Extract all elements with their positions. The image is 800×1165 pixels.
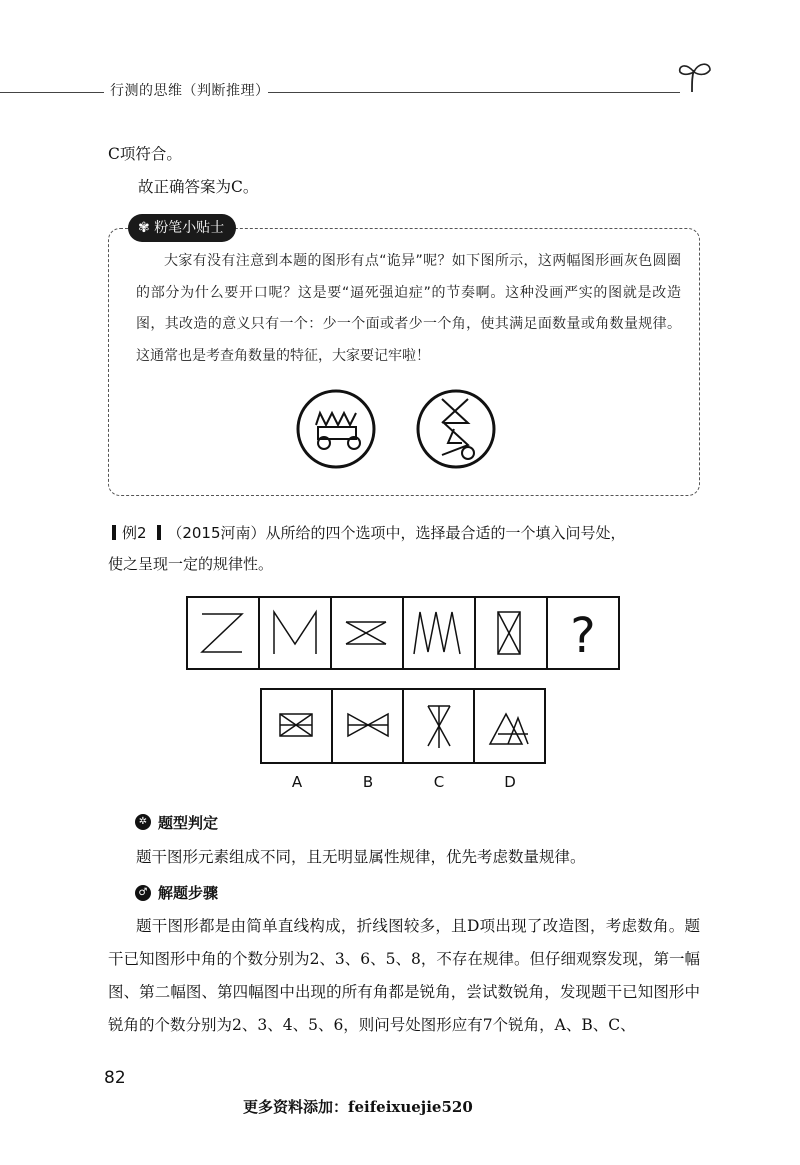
options-figure-strip xyxy=(260,688,546,764)
section-type-text: 题干图形元素组成不同，且无明显属性规律，优先考虑数量规律。 xyxy=(136,848,586,866)
figure-circle-hourglass xyxy=(418,391,494,467)
running-header-title: 行测的思维（判断推理） xyxy=(110,83,270,99)
intro-line-1: C项符合。 xyxy=(108,145,182,163)
section-steps-title: 解题步骤 xyxy=(158,884,219,902)
option-label-c: C xyxy=(433,773,445,791)
sprout-icon: ✾ xyxy=(138,220,150,236)
tip-paragraph: 大家有没有注意到本题的图形有点“诡异”呢？如下图所示，这两幅图形画灰色圆圈的部分为什么要开口呢？这是要“逼死强迫症”的节奏啊。这种没画严实的图就是改造图，其改造的意义只有一个：少一个面或者少一个角，使其满足面数量或角数量规律。这通常也是考查角数量的特征，大家要记牢啦！ xyxy=(136,253,681,364)
example-question-part1: 从所给的四个选项中，选择最合适的一个填入问号处， xyxy=(265,524,626,542)
header-rule-right xyxy=(268,92,680,93)
steps-icon: ♂ xyxy=(135,885,151,901)
section-steps-text: 题干图形都是由简单直线构成，折线图较多，且D项出现了改造图，考虑数角。题干已知图形中角的个数分别为2、3、6、5、8，不存在规律。但仔细观察发现，第一幅图、第二幅图、第四幅图中出现的所有角都是锐角，尝试数锐角，发现题干已知图形中锐角的个数分别为2、3、4、5、6，则问号处图形应有7个锐角，A、B、C、 xyxy=(108,917,700,1034)
gear-icon: ✲ xyxy=(135,814,151,830)
sprout-icon xyxy=(676,60,716,94)
example-question-part2: 使之呈现一定的规律性。 xyxy=(108,555,274,573)
bar-marker xyxy=(157,525,161,540)
question-figure-strip xyxy=(186,596,620,670)
header-rule-left xyxy=(0,92,104,93)
bar-marker xyxy=(112,525,116,540)
footer-note: 更多资料添加：feifeixuejie520 xyxy=(243,1098,473,1116)
option-label-b: B xyxy=(362,773,374,791)
option-label-a: A xyxy=(291,773,303,791)
intro-line-2: 故正确答案为C。 xyxy=(138,178,259,196)
tip-tag-label: 粉笔小贴士 xyxy=(154,220,225,236)
tip-tag xyxy=(128,214,236,242)
example-question xyxy=(112,518,626,549)
example-label: 例2 xyxy=(122,524,147,542)
question-mark: ? xyxy=(570,608,596,664)
example-source: （2015河南） xyxy=(167,524,266,542)
option-label-d: D xyxy=(504,773,516,791)
page-number: 82 xyxy=(104,1068,126,1088)
tip-illustration xyxy=(296,385,496,475)
section-type-title: 题型判定 xyxy=(158,814,219,832)
figure-circle-zigzag-cart xyxy=(298,391,374,467)
